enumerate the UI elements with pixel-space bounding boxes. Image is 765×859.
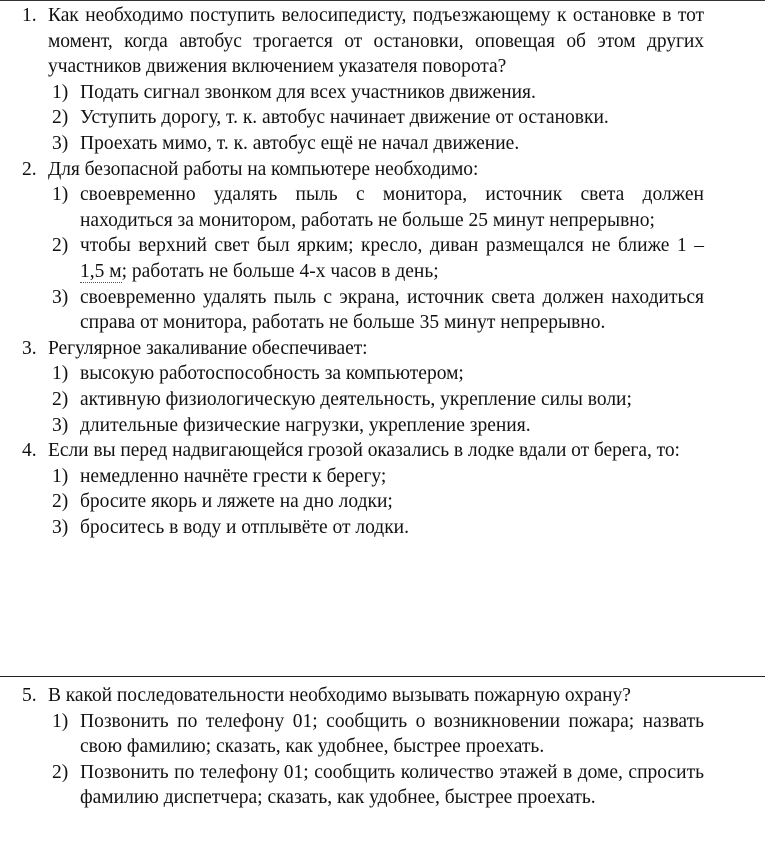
question-number: 4. [22, 440, 37, 462]
question-number: 2. [22, 158, 37, 180]
option-item [0, 413, 765, 439]
page-section-upper [0, 3, 765, 540]
top-rule [0, 0, 765, 1]
option-item [0, 515, 765, 541]
option-item [0, 131, 765, 157]
option-text: Проехать мимо, т. к. автобус ещё не начал движение. [80, 132, 520, 154]
option-text: немедленно начнёте грести к берегу; [80, 465, 387, 487]
option-number: 2) [52, 388, 69, 410]
option-text [80, 233, 704, 284]
option-text: Уступить дорогу, т. к. автобус начинает движение от остановки. [80, 107, 609, 129]
page-break-rule [0, 676, 765, 677]
option-text: высокую работоспособность за компьютером; [80, 363, 464, 385]
question-number: 3. [22, 337, 37, 359]
option-text: бросите якорь и ляжете на дно лодки; [80, 491, 393, 513]
option-item [0, 182, 765, 233]
question-text: Как необходимо поступить велосипедисту, подъезжающему к остановке в тот момент, когда автобус трогается от остановки, оповещая об этом других участников движения включением указателя поворота? [48, 5, 704, 78]
option-number: 1) [52, 81, 69, 103]
option-item [0, 760, 765, 811]
option-text: Позвонить по телефону 01; сообщить количество этажей в доме, спросить фамилию диспетчера; сказать, как удобнее, быстрее проехать. [80, 761, 704, 809]
option-number: 3) [52, 286, 69, 308]
option-number: 2) [52, 107, 69, 129]
option-text: активную физиологическую деятельность, укрепление силы воли; [80, 388, 632, 410]
page-section-lower [0, 683, 765, 811]
question-2 [0, 157, 765, 183]
option-text: Подать сигнал звонком для всех участников движения. [80, 81, 536, 103]
option-number: 3) [52, 414, 69, 436]
question-4-options [0, 464, 765, 541]
option-text: Позвонить по телефону 01; сообщить о возникновении пожара; назвать свою фамилию; сказать, как удобнее, быстрее проехать. [80, 710, 704, 758]
option-text: своевременно удалять пыль с монитора, источник света должен находиться за монитором, работать не больше 25 минут непрерывно; [80, 184, 704, 231]
option-number: 2) [52, 235, 69, 257]
option-text: броситесь в воду и отплывёте от лодки. [80, 516, 409, 538]
question-1-options [0, 80, 765, 157]
option-item [0, 233, 765, 284]
option-number: 1) [52, 465, 69, 487]
option-item [0, 464, 765, 490]
option-number: 1) [52, 184, 69, 206]
question-1 [0, 3, 765, 80]
option-text: длительные физические нагрузки, укрепление зрения. [80, 414, 531, 436]
option-item [0, 80, 765, 106]
option-number: 1) [52, 710, 69, 732]
option-item [0, 387, 765, 413]
question-number: 1. [22, 5, 37, 26]
question-5-options [0, 709, 765, 811]
option-text: своевременно удалять пыль с экрана, источник света должен находиться справа от монитора, работать не больше 35 минут непрерывно. [80, 286, 704, 334]
option-number: 3) [52, 516, 69, 538]
option-number: 1) [52, 363, 69, 385]
question-3-options [0, 361, 765, 438]
question-3 [0, 336, 765, 362]
option-number: 2) [52, 491, 69, 513]
option-text-part: чтобы верхний свет был ярким; кресло, диван размещался не ближе 1 – [80, 235, 704, 257]
option-number: 2) [52, 761, 69, 783]
question-text: Регулярное закаливание обеспечивает: [48, 337, 368, 359]
question-number: 5. [22, 685, 37, 706]
option-item [0, 105, 765, 131]
question-text: Для безопасной работы на компьютере необходимо: [48, 158, 479, 180]
question-2-options [0, 182, 765, 336]
option-number: 3) [52, 132, 69, 154]
option-text-part: ; работать не больше 4-х часов в день; [121, 260, 439, 282]
option-item [0, 709, 765, 760]
option-item [0, 285, 765, 336]
option-text-marked: 1,5 м [80, 260, 122, 282]
question-text: В какой последовательности необходимо вызывать пожарную охрану? [48, 685, 631, 706]
question-text: Если вы перед надвигающейся грозой оказались в лодке вдали от берега, то: [48, 440, 680, 462]
question-5 [0, 683, 765, 709]
option-item [0, 489, 765, 515]
option-item [0, 361, 765, 387]
question-4 [0, 438, 765, 464]
